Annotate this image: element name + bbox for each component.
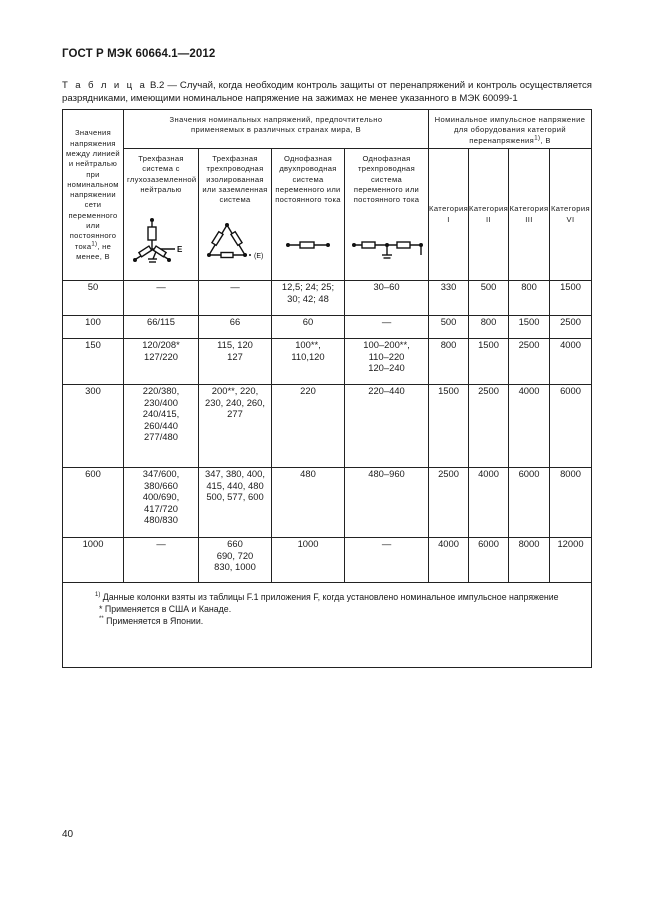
three-phase-star-diagram (124, 205, 199, 280)
category-numeral: VI (566, 214, 575, 224)
cell-three-phase-three-wire-line: 115, 120 (217, 339, 253, 351)
single-phase-three-wire-diagram (345, 205, 429, 280)
cell-three-phase-three-wire-line: 500, 577, 600 (206, 491, 264, 503)
cell-three-phase-earthed (124, 281, 199, 316)
group-header-footnote-ref: 1) (534, 135, 541, 142)
cell-three-phase-three-wire (199, 339, 272, 385)
footnote-3 (69, 615, 585, 627)
cell-three-phase-three-wire-line: 200**, 220, (211, 385, 259, 397)
cell-category-4: 6000 (550, 385, 592, 468)
cell-three-phase-earthed-line: 120/208* (142, 339, 180, 351)
diagram-cell-three-phase-earthed (124, 205, 199, 281)
cell-category-4: 1500 (550, 281, 592, 316)
cell-category-2: 1500 (469, 339, 509, 385)
cell-category-2: 500 (469, 281, 509, 316)
category-header-2 (469, 149, 509, 281)
cell-category-1: 800 (429, 339, 469, 385)
cell-single-phase-two-wire-line: 100**, (295, 339, 321, 351)
category-numeral: I (447, 214, 450, 224)
cell-three-phase-earthed (124, 468, 199, 538)
footnote-1-marker: 1) (95, 592, 101, 599)
cell-single-phase-three-wire (345, 538, 429, 583)
cell-three-phase-three-wire-line: 127 (227, 350, 243, 362)
cell-single-phase-two-wire (272, 281, 345, 316)
cell-three-phase-earthed-line: 347/600, (142, 468, 180, 480)
cell-three-phase-earthed-line: 66/115 (147, 316, 175, 328)
cell-three-phase-earthed-line: 220/380, (142, 385, 180, 397)
cell-three-phase-earthed (124, 339, 199, 385)
category-label: Категория (429, 204, 469, 214)
group-header-nominal-voltages: Значения номинальных напряжений, предпочтительно применяемых в различных странах мира, В (124, 110, 429, 149)
diagram-cell-single-phase-three-wire (345, 205, 429, 281)
table-footnotes (63, 583, 592, 668)
cell-category-3: 800 (509, 281, 550, 316)
table-caption (62, 79, 592, 105)
cell-line-voltage: 150 (63, 339, 124, 385)
cell-three-phase-three-wire-line: 690, 720 (216, 549, 254, 561)
cell-single-phase-two-wire (272, 385, 345, 468)
group-header-impulse-voltage (429, 110, 592, 149)
cell-three-phase-three-wire (199, 468, 272, 538)
cell-three-phase-earthed-line: — (156, 281, 166, 293)
cell-three-phase-earthed-line: 260/440 (144, 419, 178, 431)
cell-category-3: 2500 (509, 339, 550, 385)
cell-category-4: 12000 (550, 538, 592, 583)
cell-category-1: 4000 (429, 538, 469, 583)
category-numeral: III (525, 214, 533, 224)
cell-three-phase-earthed (124, 538, 199, 583)
cell-category-4: 4000 (550, 339, 592, 385)
single-phase-two-wire-diagram (272, 205, 345, 280)
three-phase-delta-diagram (199, 205, 272, 280)
cell-category-3: 8000 (509, 538, 550, 583)
cell-three-phase-earthed-line: 380/660 (144, 479, 178, 491)
diagram-cell-single-phase-two-wire (272, 205, 345, 281)
system-header-single-phase-two-wire: Однофазная двухпроводная система переменного или постоянного тока (272, 149, 345, 206)
cell-three-phase-three-wire (199, 281, 272, 316)
cell-line-voltage: 600 (63, 468, 124, 538)
system-header-three-phase-earthed: Трехфазная система с глухозаземленной нейтралью (124, 149, 199, 206)
cell-single-phase-three-wire-line: 100–200**, (363, 339, 410, 351)
footnote-3-text: Применяется в Японии. (103, 616, 204, 627)
cell-three-phase-earthed-line: 127/220 (144, 350, 178, 362)
cell-single-phase-two-wire (272, 538, 345, 583)
voltage-table (62, 109, 592, 668)
cell-three-phase-three-wire-line: 347, 380, 400, (205, 468, 265, 480)
cell-three-phase-three-wire-line: 66 (229, 316, 241, 328)
cell-line-voltage: 50 (63, 281, 124, 316)
cell-single-phase-two-wire-line: 220 (300, 385, 316, 397)
col-header-footnote-ref: 1) (91, 241, 98, 248)
category-label: Категория (509, 204, 549, 214)
cell-category-4: 8000 (550, 468, 592, 538)
category-header-3 (509, 149, 550, 281)
cell-single-phase-two-wire (272, 316, 345, 339)
cell-three-phase-earthed (124, 385, 199, 468)
footnote-2: * Применяется в США и Канаде. (99, 604, 232, 615)
caption-text: В.2 — Случай, когда необходим контроль защиты от перенапряжений и контроль осуществляется разрядниками, имеющими номинальное напряжение на зажимах не менее указанного в МЭК 60099-1 (62, 80, 592, 104)
category-header-4 (550, 149, 592, 281)
cell-three-phase-earthed-line: — (156, 538, 166, 550)
col-header-line-voltage (63, 110, 124, 281)
cell-three-phase-earthed (124, 316, 199, 339)
cell-single-phase-two-wire (272, 339, 345, 385)
system-header-single-phase-three-wire: Однофазная трехпроводная система переменного или постоянного тока (345, 149, 429, 206)
system-header-three-phase-three-wire: Трехфазная трехпроводная изолированная или заземленная система (199, 149, 272, 206)
cell-single-phase-three-wire-line: — (381, 538, 392, 550)
cell-single-phase-three-wire (345, 385, 429, 468)
cell-three-phase-three-wire (199, 538, 272, 583)
cell-category-1: 2500 (429, 468, 469, 538)
cell-single-phase-three-wire (345, 316, 429, 339)
cell-category-3: 6000 (509, 468, 550, 538)
cell-single-phase-two-wire-line: 480 (300, 468, 316, 480)
cell-single-phase-two-wire-line: 30; 42; 48 (287, 292, 329, 304)
group-header-impulse-tail: , В (540, 135, 551, 145)
cell-category-1: 1500 (429, 385, 469, 468)
cell-three-phase-earthed-line: 480/830 (144, 514, 178, 526)
cell-category-2: 6000 (469, 538, 509, 583)
table-row (63, 316, 592, 339)
cell-category-3: 4000 (509, 385, 550, 468)
category-label: Категория (469, 204, 509, 214)
diagram-cell-three-phase-three-wire (199, 205, 272, 281)
caption-label: Т а б л и ц а (62, 80, 147, 91)
table-row (63, 538, 592, 583)
cell-single-phase-three-wire-line: 220–440 (368, 385, 405, 397)
table-row (63, 339, 592, 385)
cell-three-phase-three-wire-line: 660 (227, 538, 243, 550)
cell-category-1: 330 (429, 281, 469, 316)
cell-single-phase-two-wire-line: 60 (302, 316, 314, 328)
cell-single-phase-three-wire (345, 281, 429, 316)
table-row (63, 281, 592, 316)
table-row (63, 385, 592, 468)
footnote-1 (69, 591, 585, 603)
cell-single-phase-three-wire-line: 480–960 (368, 468, 405, 480)
cell-single-phase-two-wire-line: 12,5; 24; 25; (281, 281, 335, 293)
cell-single-phase-two-wire (272, 468, 345, 538)
earth-label: E (177, 245, 183, 255)
cell-three-phase-earthed-line: 230/400 (144, 396, 178, 408)
cell-line-voltage: 1000 (63, 538, 124, 583)
cell-category-3: 1500 (509, 316, 550, 339)
document-header: ГОСТ Р МЭК 60664.1—2012 (62, 48, 216, 60)
footnote-1-text: Данные колонки взяты из таблицы F.1 приложения F, когда установлено номинальное импульсное напряжение (100, 592, 559, 603)
cell-single-phase-three-wire-line: 120–240 (368, 362, 405, 374)
table-row (63, 468, 592, 538)
cell-three-phase-three-wire-line: — (230, 281, 240, 293)
cell-three-phase-three-wire-line: 415, 440, 480 (206, 479, 264, 491)
footnote-3-marker: ** (99, 616, 104, 623)
col-header-line-voltage-tail: , не менее, В (76, 241, 112, 261)
category-numeral: II (486, 214, 492, 224)
cell-line-voltage: 100 (63, 316, 124, 339)
category-label: Категория (550, 204, 591, 214)
cell-category-2: 800 (469, 316, 509, 339)
cell-single-phase-three-wire (345, 339, 429, 385)
cell-category-2: 4000 (469, 468, 509, 538)
cell-three-phase-three-wire-line: 230, 240, 260, (205, 396, 265, 408)
cell-single-phase-three-wire-line: 30–60 (373, 281, 400, 293)
cell-three-phase-earthed-line: 240/415, (142, 408, 180, 420)
cell-single-phase-two-wire-line: 110,120 (291, 350, 325, 362)
cell-three-phase-three-wire-line: 830, 1000 (214, 561, 256, 573)
page-number: 40 (62, 829, 74, 840)
cell-three-phase-three-wire-line: 277 (227, 408, 243, 420)
cell-three-phase-earthed-line: 277/480 (144, 431, 178, 443)
cell-three-phase-three-wire (199, 316, 272, 339)
cell-single-phase-three-wire-line: — (381, 316, 392, 328)
optional-earth-label: (E) (254, 253, 264, 261)
cell-category-4: 2500 (550, 316, 592, 339)
cell-category-1: 500 (429, 316, 469, 339)
cell-single-phase-three-wire-line: 110–220 (368, 350, 405, 362)
col-header-line-voltage-text: Значения напряжения между линией и нейтралью при номинальном напряжении сети переменного или постоянного тока (66, 128, 120, 251)
cell-single-phase-three-wire (345, 468, 429, 538)
cell-three-phase-earthed-line: 400/690, (142, 491, 180, 503)
table-body (63, 281, 592, 583)
group-header-impulse-text: Номинальное импульсное напряжение для оборудования категорий перенапряжения (434, 115, 586, 145)
cell-category-2: 2500 (469, 385, 509, 468)
cell-three-phase-earthed-line: 417/720 (144, 502, 178, 514)
category-header-1 (429, 149, 469, 281)
cell-line-voltage: 300 (63, 385, 124, 468)
cell-three-phase-three-wire (199, 385, 272, 468)
cell-single-phase-two-wire-line: 1000 (297, 538, 319, 550)
